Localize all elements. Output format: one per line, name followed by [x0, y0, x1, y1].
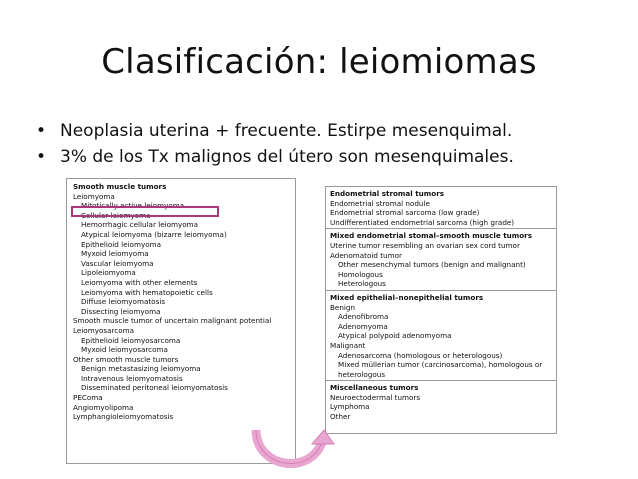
table-row: Epithelioid leiomyosarcoma — [81, 335, 181, 345]
bullet-item — [36, 144, 514, 170]
table-header: Smooth muscle tumors — [73, 182, 167, 191]
table-row: Angiomyolipoma — [73, 402, 134, 412]
table-row: Homologous — [338, 269, 383, 279]
table-section — [326, 290, 556, 380]
bullet-item — [36, 118, 514, 144]
table-row: Leiomyoma — [73, 191, 115, 201]
table-row: Dissecting leiomyoma — [81, 306, 161, 316]
table-row: Adenomyoma — [338, 321, 388, 331]
table-row: PEComa — [73, 393, 103, 403]
table-row: Disseminated peritoneal leiomyomatosis — [81, 383, 228, 393]
table-row: Atypical polypoid adenomyoma — [338, 331, 452, 341]
smooth-muscle-tumor-table — [66, 178, 296, 464]
table-row: Myxoid leiomyoma — [81, 249, 149, 259]
table-row: Undifferentiated endometrial sarcoma (high grade) — [330, 217, 515, 227]
table-row: Leiomyoma with other elements — [81, 277, 198, 287]
table-row: Smooth muscle tumor of uncertain malignant potential — [73, 316, 272, 326]
curved-arrow-icon — [248, 428, 338, 478]
table-row: Hemorrhagic cellular leiomyoma — [81, 220, 199, 230]
table-section — [326, 187, 556, 228]
bullet-list — [36, 118, 514, 170]
table-row: Neuroectodermal tumors — [330, 392, 421, 402]
table-row: Mitotically active leiomyoma — [81, 201, 185, 211]
table-row: heterologous — [338, 369, 386, 379]
section-header: Mixed epithelial–nonepithelial tumors — [330, 292, 484, 302]
other-uterine-tumor-table — [325, 186, 557, 434]
table-row: Heterologous — [338, 279, 386, 289]
table-row: Myxoid leiomyosarcoma — [81, 345, 168, 355]
table-row: Diffuse leiomyomatosis — [81, 297, 166, 307]
table-row: Adenosarcoma (homologous or heterologous) — [338, 350, 503, 360]
highlight-box — [71, 206, 219, 217]
table-row: Other mesenchymal tumors (benign and malignant) — [338, 260, 526, 270]
bullet-glyph: • — [36, 121, 47, 141]
table-row: Malignant — [330, 340, 366, 350]
section-header: Miscellaneous tumors — [330, 383, 419, 393]
table-row: Endometrial stromal sarcoma (low grade) — [330, 208, 480, 218]
bullet-glyph: • — [36, 147, 47, 167]
bullet-text: 3% de los Tx malignos del útero son mesenquimales. — [60, 147, 514, 167]
table-row: Endometrial stromal nodule — [330, 198, 430, 208]
table-row: Mixed müllerian tumor (carcinosarcoma), homologous or — [338, 360, 543, 370]
table-row-highlighted: Cellular leiomyoma — [81, 210, 151, 220]
table-row: Benign metastasizing leiomyoma — [81, 364, 201, 374]
section-header: Endometrial stromal tumors — [330, 189, 445, 198]
table-row: Lipoleiomyoma — [81, 268, 136, 278]
section-header: Mixed endometrial stomal–smooth muscle tumors — [330, 231, 533, 241]
table-section — [326, 380, 556, 422]
table-row: Adenomatoid tumor — [330, 250, 402, 260]
table-row: Leiomyoma with hematopoietic cells — [81, 287, 213, 297]
table-row: Vascular leiomyoma — [81, 258, 154, 268]
table-row: Benign — [330, 302, 356, 312]
bullet-text: Neoplasia uterina + frecuente. Estirpe mesenquimal. — [60, 121, 513, 141]
table-row: Epithelioid leiomyoma — [81, 239, 162, 249]
table-row: Uterine tumor resembling an ovarian sex cord tumor — [330, 240, 520, 250]
slide-title: Clasificación: leiomiomas — [101, 42, 537, 82]
table-row: Lymphoma — [330, 402, 370, 412]
table-row: Adenofibroma — [338, 312, 389, 322]
table-row: Other — [330, 412, 351, 422]
table-section — [326, 228, 556, 290]
table-row: Atypical leiomyoma (bizarre leiomyoma) — [81, 229, 227, 239]
table-row: Leiomyosarcoma — [73, 325, 135, 335]
table-row: Lymphangioleiomyomatosis — [73, 412, 174, 422]
table-row: Other smooth muscle tumors — [73, 354, 179, 364]
table-row: Intravenous leiomyomatosis — [81, 373, 183, 383]
